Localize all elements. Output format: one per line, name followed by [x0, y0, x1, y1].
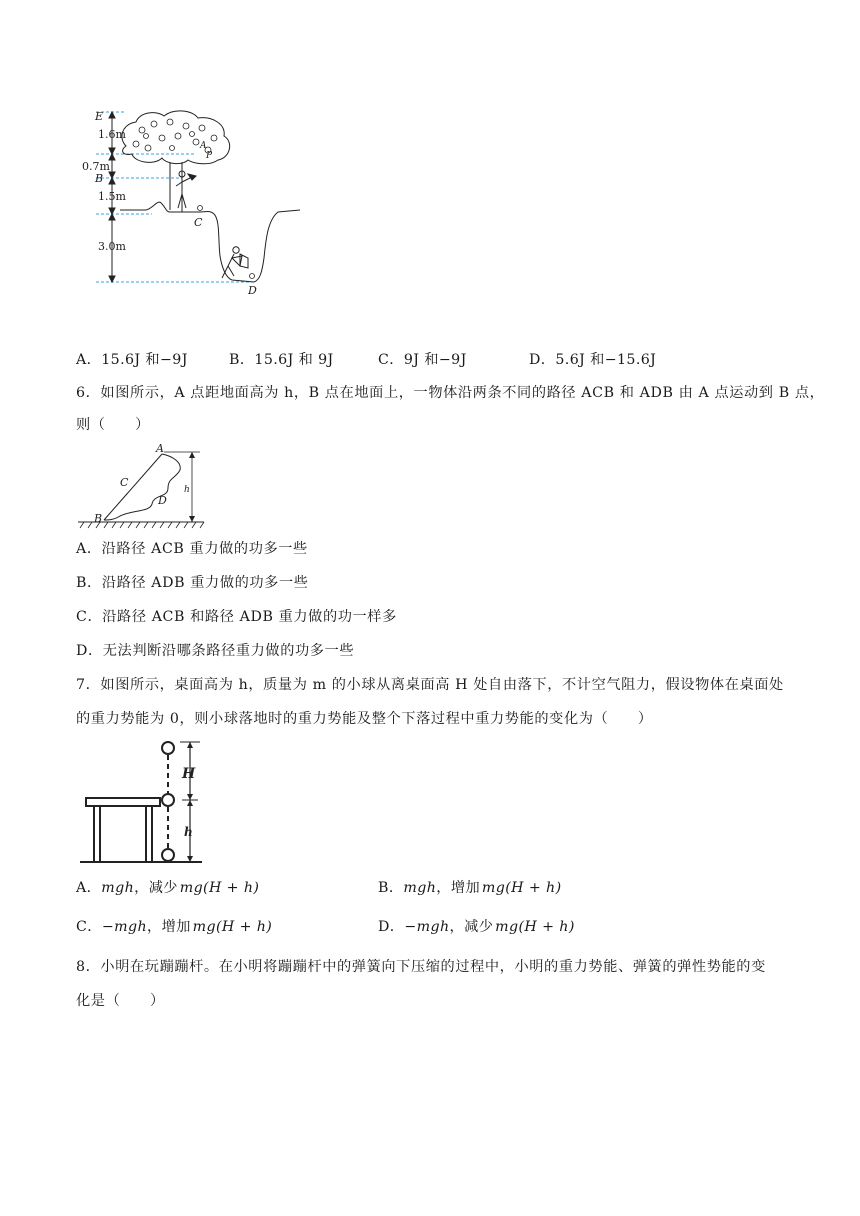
q5-option-d[interactable]: D．5.6J 和−15.6J	[529, 352, 657, 368]
q5-label-B: B	[95, 172, 104, 185]
q5-label-3.0m: 3.0m	[98, 240, 126, 253]
q7-option-a-sep: ，	[134, 880, 149, 896]
q5-label-A: A	[200, 141, 207, 151]
q7-option-b-change: 增加	[450, 880, 481, 896]
q7-option-a-letter: A．	[76, 880, 102, 896]
q7-option-d-sep: ，	[449, 919, 465, 935]
q7-option-d-amount: mg(H + h)	[495, 919, 575, 935]
q7-option-c-letter: C．	[76, 919, 102, 935]
q7-option-d-letter: D．	[378, 919, 405, 935]
q6-stem-line1: 6．如图所示，A 点距地面高为 h，B 点在地面上，一物体沿两条不同的路径 ACB 和 ADB 由 A 点运动到 B 点，	[76, 385, 825, 401]
q6-option-a[interactable]: A．沿路径 ACB 重力做的功多一些	[76, 541, 308, 557]
q6-label-B: B	[94, 512, 103, 525]
q6-option-d[interactable]: D．无法判断沿哪条路径重力做的功多一些	[76, 643, 355, 659]
q5-option-a[interactable]: A．15.6J 和−9J	[76, 352, 188, 368]
q5-label-E: E	[95, 110, 104, 123]
q6-label-h: h	[184, 485, 190, 495]
q6-label-A: A	[156, 442, 164, 455]
q6-option-c[interactable]: C．沿路径 ACB 和路径 ADB 重力做的功一样多	[76, 609, 397, 625]
q7-option-a[interactable]	[76, 877, 259, 897]
q7-option-a-pe: mgh	[101, 880, 135, 896]
q5-label-1.6m: 1.6m	[98, 128, 126, 141]
q7-option-c-sep: ，	[147, 919, 162, 935]
q7-option-b-sep: ，	[436, 880, 451, 896]
q7-option-c[interactable]	[76, 916, 272, 936]
q5-label-C: C	[194, 216, 203, 229]
q5-option-c[interactable]: C．9J 和−9J	[378, 352, 467, 368]
q7-option-b[interactable]	[378, 877, 562, 897]
q5-figure	[82, 108, 308, 298]
q7-stem-line1: 7．如图所示，桌面高为 h，质量为 m 的小球从离桌面高 H 处自由落下，不计空气阻力，假设物体在桌面处	[76, 677, 784, 693]
q7-option-b-letter: B．	[378, 880, 404, 896]
q7-option-d[interactable]	[378, 916, 575, 936]
q7-option-c-amount: mg(H + h)	[192, 919, 273, 935]
q7-option-c-pe: −mgh	[101, 919, 148, 935]
q6-label-D: D	[158, 494, 167, 507]
q8-stem-line1: 8．小明在玩蹦蹦杆。在小明将蹦蹦杆中的弹簧向下压缩的过程中，小明的重力势能、弹簧的弹性势能的变	[76, 959, 766, 975]
q7-stem-line2: 的重力势能为 0，则小球落地时的重力势能及整个下落过程中重力势能的变化为（ ）	[76, 711, 653, 727]
q7-option-b-pe: mgh	[403, 880, 437, 896]
q6-label-C: C	[120, 476, 129, 489]
q6-option-b[interactable]: B．沿路径 ADB 重力做的功多一些	[76, 575, 309, 591]
q6-stem-line2: 则（ ）	[76, 417, 150, 433]
q7-option-d-change: 减少	[464, 919, 494, 935]
q5-label-0.7m: 0.7m	[82, 160, 110, 173]
q7-option-a-change: 减少	[148, 880, 178, 896]
q5-option-b[interactable]: B．15.6J 和 9J	[229, 352, 334, 368]
q7-figure	[78, 738, 208, 866]
q7-option-a-amount: mg(H + h)	[179, 880, 260, 896]
q5-label-1.5m: 1.5m	[98, 190, 126, 203]
q5-label-P: P	[206, 151, 213, 161]
q5-label-D: D	[248, 284, 257, 297]
q7-label-H: H	[182, 766, 196, 782]
q7-label-h: h	[184, 825, 193, 839]
q7-option-d-pe: −mgh	[404, 919, 450, 935]
q8-stem-line2: 化是（ ）	[76, 993, 165, 1009]
q6-figure	[76, 442, 206, 530]
q7-option-b-amount: mg(H + h)	[481, 880, 562, 896]
q7-option-c-change: 增加	[161, 919, 191, 935]
